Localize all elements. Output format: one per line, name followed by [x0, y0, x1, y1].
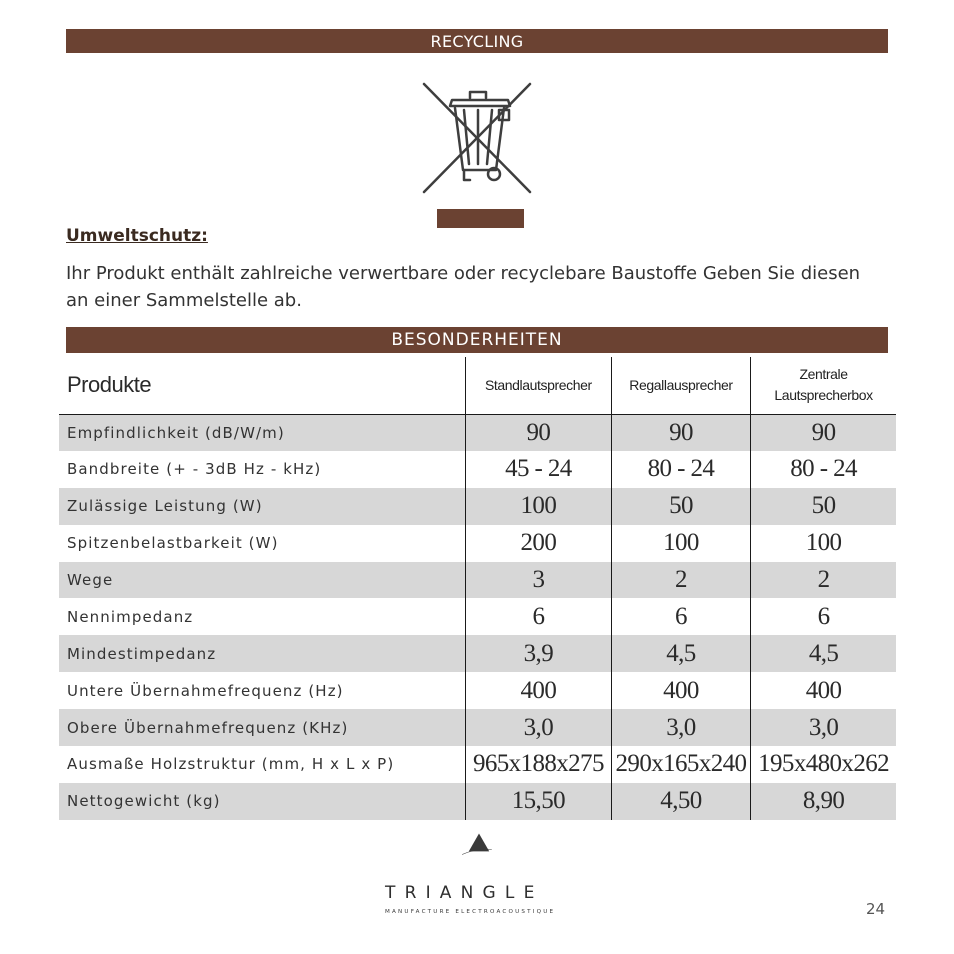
row-label: Untere Übernahmefrequenz (Hz) — [67, 681, 344, 700]
table-header-row — [59, 357, 896, 414]
row-value: 100 — [751, 525, 896, 562]
row-value: 4,50 — [611, 783, 750, 820]
row-label: Wege — [59, 562, 465, 599]
table-row — [59, 488, 896, 525]
row-label: Nennimpedanz — [67, 607, 194, 626]
table-row — [59, 598, 896, 635]
row-value: 400 — [465, 672, 611, 709]
recycling-heading-bar — [66, 29, 888, 53]
row-value: 965x188x275 — [465, 746, 611, 783]
besonderheiten-heading-bar — [66, 327, 888, 353]
table-row — [59, 525, 896, 562]
row-value: 100 — [465, 488, 611, 525]
row-value: 200 — [465, 525, 611, 562]
row-value: 2 — [611, 562, 750, 599]
row-value: 50 — [611, 488, 750, 525]
row-value: 400 — [611, 672, 750, 709]
row-value: 100 — [611, 525, 750, 562]
header-standlautsprecher: Standlautsprecher — [465, 357, 611, 414]
row-value: 90 — [611, 414, 750, 451]
environment-subheading: Umweltschutz: — [66, 226, 208, 246]
brand-wordmark: TRIANGLE — [385, 883, 544, 903]
row-label: Mindestimpedanz — [59, 635, 465, 672]
table-row — [59, 709, 896, 746]
table-row — [59, 451, 896, 488]
row-value: 90 — [465, 414, 611, 451]
row-value: 400 — [751, 672, 896, 709]
row-value: 4,5 — [751, 635, 896, 672]
crossed-out-wheelie-bin-icon — [418, 80, 536, 198]
row-value: 45 - 24 — [465, 451, 611, 488]
row-value: 15,50 — [465, 783, 611, 820]
table-row — [59, 746, 896, 783]
header-zentrale-line2: Lautsprecherbox — [774, 387, 873, 404]
row-value: 3,0 — [611, 709, 750, 746]
row-value: 195x480x262 — [751, 746, 896, 783]
row-value: 290x165x240 — [611, 746, 750, 783]
row-value: 6 — [611, 598, 750, 635]
header-produkte: Produkte — [59, 357, 465, 414]
row-value: 3,0 — [751, 709, 896, 746]
table-row — [59, 414, 896, 451]
row-value: 80 - 24 — [751, 451, 896, 488]
row-value: 3,0 — [465, 709, 611, 746]
specifications-table — [59, 357, 896, 820]
row-value: 3 — [465, 562, 611, 599]
row-label: Zulässige Leistung (W) — [59, 488, 465, 525]
header-regallausprecher: Regallausprecher — [611, 357, 750, 414]
row-value: 6 — [465, 598, 611, 635]
table-row — [59, 783, 896, 820]
table-row — [59, 635, 896, 672]
triangle-logo-icon — [384, 832, 574, 877]
row-label: Empfindlichkeit (dB/W/m) — [59, 414, 465, 451]
row-value: 50 — [751, 488, 896, 525]
row-label: Spitzenbelastbarkeit (W) — [67, 534, 279, 553]
row-label: Bandbreite (+ - 3dB Hz - kHz) — [67, 460, 322, 479]
table-row — [59, 562, 896, 599]
row-value: 80 - 24 — [611, 451, 750, 488]
row-value: 6 — [751, 598, 896, 635]
header-zentrale-line1: Zentrale — [799, 366, 848, 383]
row-value: 2 — [751, 562, 896, 599]
header-zentrale-lautsprecherbox — [751, 357, 896, 414]
row-label: Nettogewicht (kg) — [59, 783, 465, 820]
environment-paragraph: Ihr Produkt enthält zahlreiche verwertbare oder recyclebare Baustoffe Geben Sie diesen an einer Sammelstelle ab. — [66, 263, 861, 311]
row-value: 90 — [751, 414, 896, 451]
row-label: Obere Übernahmefrequenz (KHz) — [59, 709, 465, 746]
row-value: 4,5 — [611, 635, 750, 672]
row-value: 3,9 — [465, 635, 611, 672]
besonderheiten-heading: BESONDERHEITEN — [391, 330, 563, 350]
page-number: 24 — [866, 900, 886, 918]
row-value: 8,90 — [751, 783, 896, 820]
bin-underline-bar — [437, 209, 524, 228]
brand-tagline: MANUFACTURE ELECTROACOUSTIQUE — [385, 909, 556, 915]
row-label: Ausmaße Holzstruktur (mm, H x L x P) — [67, 755, 395, 774]
table-row — [59, 672, 896, 709]
recycling-heading: RECYCLING — [430, 32, 524, 51]
